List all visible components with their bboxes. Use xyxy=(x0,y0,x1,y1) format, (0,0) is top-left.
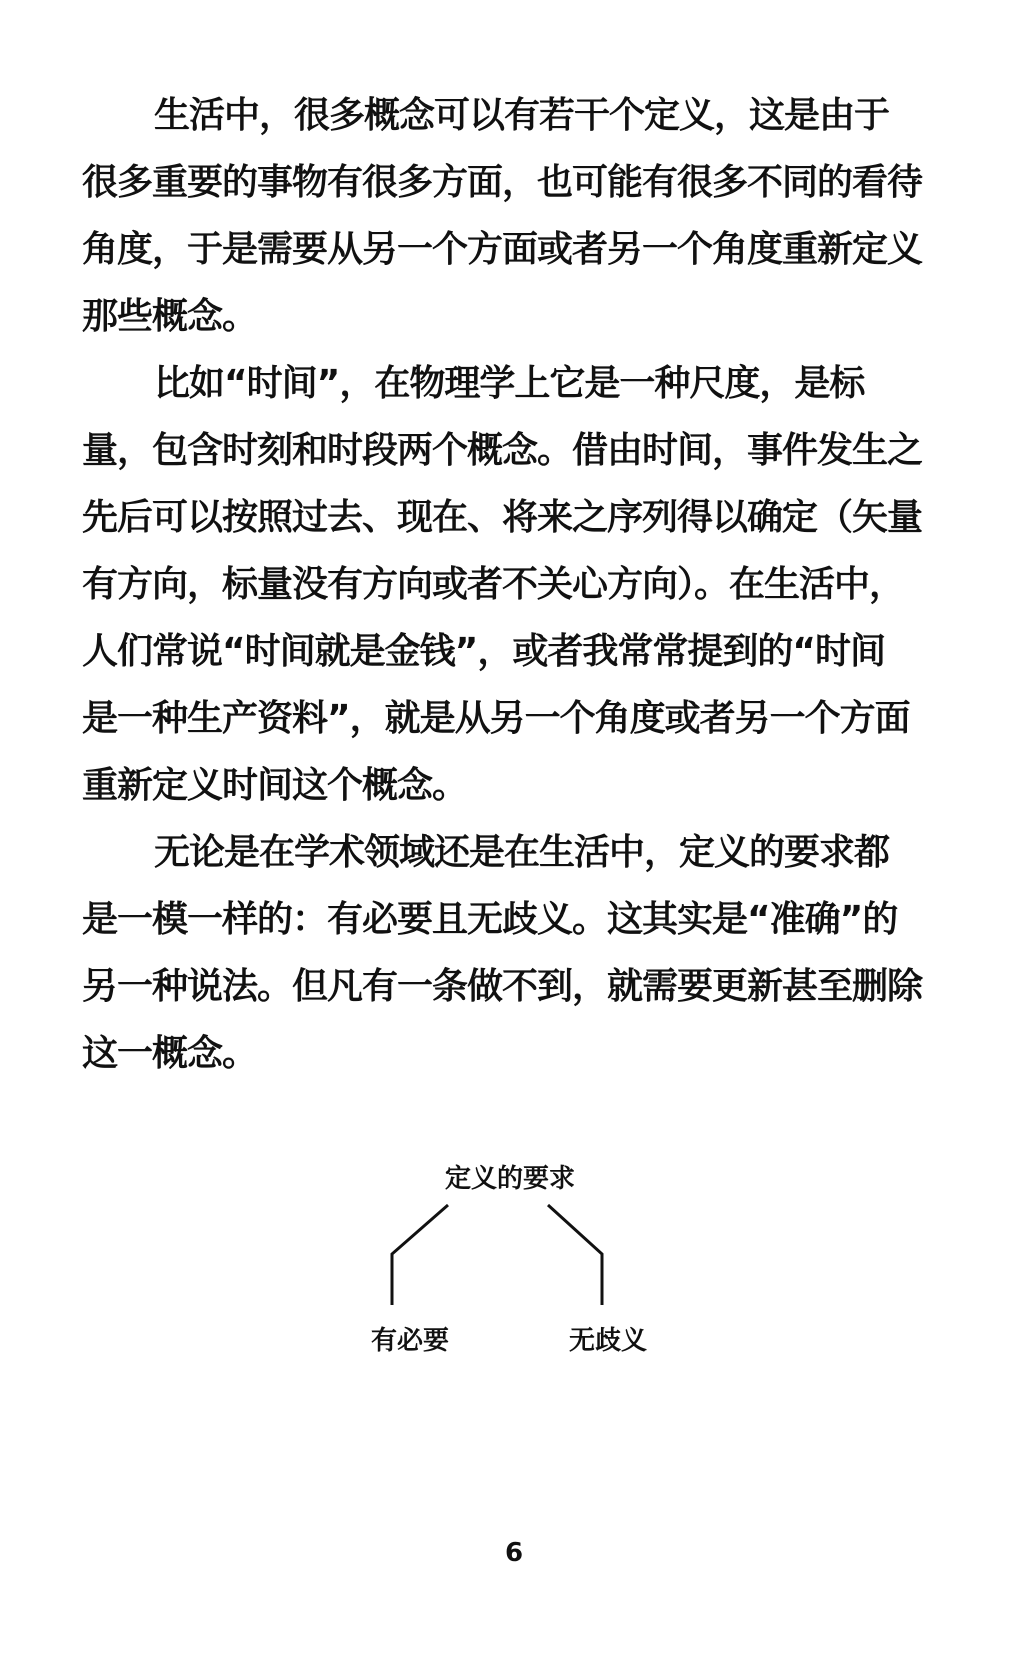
left-branch-line xyxy=(392,1205,448,1305)
text-line: 是一模一样的：有必要且无歧义。这其实是“准确”的 xyxy=(82,899,898,940)
diagram-node-necessary: 有必要 xyxy=(370,1326,449,1356)
text-line: 是一种生产资料”，就是从另一个角度或者另一个方面 xyxy=(82,698,910,739)
text-line: 这一概念。 xyxy=(82,1033,258,1074)
paragraph-3 xyxy=(82,819,923,1087)
text-line: 生活中，很多概念可以有若干个定义，这是由于 xyxy=(154,95,890,136)
text-line: 无论是在学术领域还是在生活中，定义的要求都 xyxy=(154,832,890,873)
paragraph-2 xyxy=(82,350,923,819)
body-text xyxy=(82,82,923,1087)
text-line: 人们常说“时间就是金钱”，或者我常常提到的“时间 xyxy=(82,631,885,672)
page-number: 6 xyxy=(504,1538,524,1568)
text-line: 先后可以按照过去、现在、将来之序列得以确定（矢量 xyxy=(82,497,923,538)
text-line: 有方向，标量没有方向或者不关心方向）。在生活中， xyxy=(82,564,905,605)
text-line: 很多重要的事物有很多方面，也可能有很多不同的看待 xyxy=(82,162,923,203)
diagram-root-label: 定义的要求 xyxy=(444,1164,575,1194)
text-line: 那些概念。 xyxy=(82,296,258,337)
diagram-node-unambiguous: 无歧义 xyxy=(568,1326,647,1356)
text-line: 比如“时间”，在物理学上它是一种尺度，是标 xyxy=(154,363,865,404)
text-line: 重新定义时间这个概念。 xyxy=(82,765,468,806)
definition-requirements-diagram xyxy=(330,1150,690,1370)
right-branch-line xyxy=(548,1205,602,1305)
text-line: 角度，于是需要从另一个方面或者另一个角度重新定义 xyxy=(82,229,923,270)
text-line: 量，包含时刻和时段两个概念。借由时间，事件发生之 xyxy=(82,430,923,471)
text-line: 另一种说法。但凡有一条做不到，就需要更新甚至删除 xyxy=(82,966,923,1007)
paragraph-1 xyxy=(82,82,923,350)
